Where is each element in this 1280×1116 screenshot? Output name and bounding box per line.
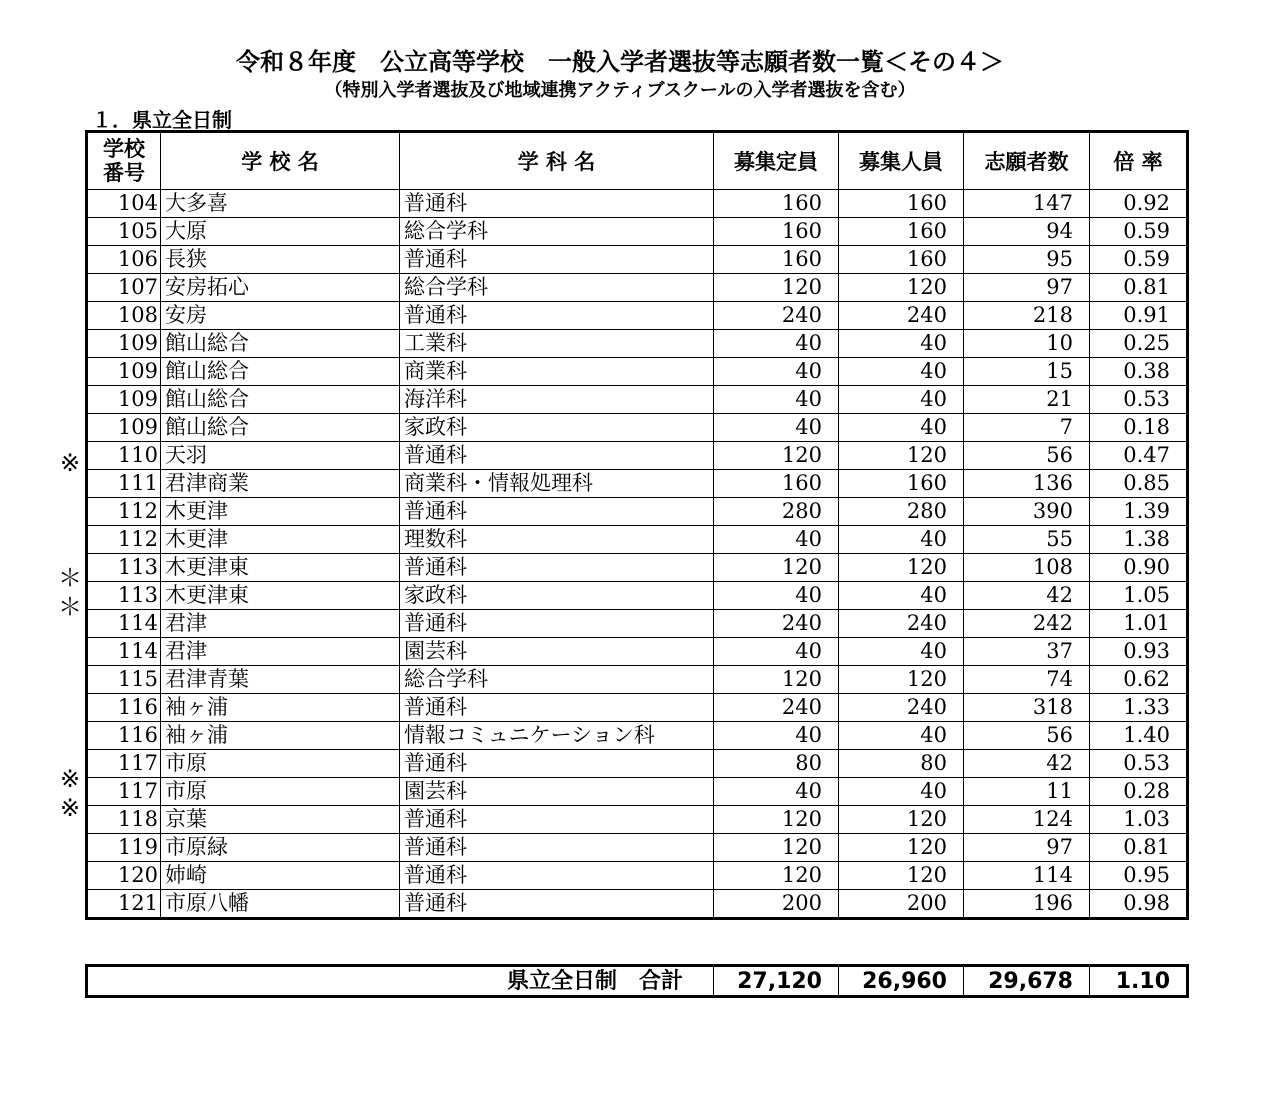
course-name-cell: 理数科 <box>400 526 714 554</box>
table-row <box>87 414 1188 442</box>
school-no-cell: 121 <box>87 890 161 919</box>
table-row <box>87 862 1188 890</box>
course-name-cell: 海洋科 <box>400 386 714 414</box>
course-name-cell: 商業科 <box>400 358 714 386</box>
table-row <box>87 274 1188 302</box>
table-row <box>87 582 1188 610</box>
ratio-cell: 0.18 <box>1090 414 1188 442</box>
table-body <box>87 190 1188 919</box>
school-name-cell: 袖ヶ浦 <box>161 722 400 750</box>
capacity-cell: 40 <box>714 386 839 414</box>
course-name-cell: 園芸科 <box>400 638 714 666</box>
applicants-cell: 42 <box>964 582 1090 610</box>
applicants-cell: 56 <box>964 722 1090 750</box>
school-name-cell: 長狭 <box>161 246 400 274</box>
school-name-cell: 館山総合 <box>161 386 400 414</box>
course-name-cell: 普通科 <box>400 498 714 526</box>
table-row <box>87 638 1188 666</box>
school-no-cell: 115 <box>87 666 161 694</box>
ratio-cell: 0.81 <box>1090 834 1188 862</box>
row-note-mark: ※ <box>59 765 81 793</box>
school-no-cell: 109 <box>87 386 161 414</box>
recruit-cell: 240 <box>839 694 964 722</box>
total-table <box>85 964 1189 998</box>
school-name-cell: 木更津東 <box>161 582 400 610</box>
header-school-no-line1: 学校 <box>103 137 145 161</box>
recruit-cell: 40 <box>839 330 964 358</box>
school-no-cell: 109 <box>87 330 161 358</box>
ratio-cell: 0.90 <box>1090 554 1188 582</box>
table-row <box>87 358 1188 386</box>
school-no-cell: 114 <box>87 638 161 666</box>
school-name-cell: 君津商業 <box>161 470 400 498</box>
school-no-cell: 118 <box>87 806 161 834</box>
ratio-cell: 0.47 <box>1090 442 1188 470</box>
recruit-cell: 40 <box>839 414 964 442</box>
table-row <box>87 666 1188 694</box>
header-course-name: 学 科 名 <box>400 132 714 190</box>
capacity-cell: 40 <box>714 358 839 386</box>
school-no-cell: 112 <box>87 526 161 554</box>
recruit-cell: 280 <box>839 498 964 526</box>
applicants-cell: 196 <box>964 890 1090 919</box>
school-name-cell: 大多喜 <box>161 190 400 218</box>
total-recruit: 26,960 <box>839 966 964 997</box>
school-name-cell: 市原 <box>161 750 400 778</box>
applicants-cell: 124 <box>964 806 1090 834</box>
header-school-no-line2: 番号 <box>103 161 145 185</box>
document-title: 令和８年度 公立高等学校 一般入学者選抜等志願者数一覧＜その４＞ <box>236 48 1004 76</box>
recruit-cell: 120 <box>839 274 964 302</box>
capacity-cell: 240 <box>714 694 839 722</box>
table-row <box>87 834 1188 862</box>
capacity-cell: 40 <box>714 582 839 610</box>
capacity-cell: 240 <box>714 610 839 638</box>
recruit-cell: 120 <box>839 442 964 470</box>
school-name-cell: 君津 <box>161 610 400 638</box>
capacity-cell: 120 <box>714 554 839 582</box>
capacity-cell: 40 <box>714 414 839 442</box>
ratio-cell: 0.98 <box>1090 890 1188 919</box>
course-name-cell: 普通科 <box>400 302 714 330</box>
school-name-cell: 木更津東 <box>161 554 400 582</box>
table-row <box>87 610 1188 638</box>
applicants-cell: 74 <box>964 666 1090 694</box>
ratio-cell: 0.38 <box>1090 358 1188 386</box>
table-row <box>87 778 1188 806</box>
school-no-cell: 113 <box>87 554 161 582</box>
applicants-cell: 56 <box>964 442 1090 470</box>
ratio-cell: 0.93 <box>1090 638 1188 666</box>
applicants-cell: 10 <box>964 330 1090 358</box>
ratio-cell: 1.01 <box>1090 610 1188 638</box>
recruit-cell: 200 <box>839 890 964 919</box>
applicants-cell: 55 <box>964 526 1090 554</box>
school-no-cell: 104 <box>87 190 161 218</box>
course-name-cell: 普通科 <box>400 694 714 722</box>
capacity-cell: 120 <box>714 274 839 302</box>
course-name-cell: 普通科 <box>400 442 714 470</box>
ratio-cell: 1.05 <box>1090 582 1188 610</box>
row-note-mark: ※ <box>59 793 81 822</box>
capacity-cell: 160 <box>714 470 839 498</box>
table-row <box>87 554 1188 582</box>
total-ratio: 1.10 <box>1090 966 1188 997</box>
school-no-cell: 116 <box>87 694 161 722</box>
school-name-cell: 市原八幡 <box>161 890 400 919</box>
table-row <box>87 722 1188 750</box>
school-name-cell: 木更津 <box>161 526 400 554</box>
recruit-cell: 160 <box>839 470 964 498</box>
capacity-cell: 40 <box>714 638 839 666</box>
header-recruit: 募集人員 <box>839 132 964 190</box>
ratio-cell: 1.03 <box>1090 806 1188 834</box>
course-name-cell: 普通科 <box>400 834 714 862</box>
header-ratio: 倍 率 <box>1090 132 1188 190</box>
capacity-cell: 120 <box>714 666 839 694</box>
school-no-cell: 116 <box>87 722 161 750</box>
ratio-cell: 0.59 <box>1090 246 1188 274</box>
course-name-cell: 普通科 <box>400 610 714 638</box>
capacity-cell: 160 <box>714 246 839 274</box>
school-name-cell: 館山総合 <box>161 414 400 442</box>
school-name-cell: 天羽 <box>161 442 400 470</box>
school-name-cell: 袖ヶ浦 <box>161 694 400 722</box>
school-no-cell: 117 <box>87 750 161 778</box>
school-name-cell: 市原 <box>161 778 400 806</box>
capacity-cell: 160 <box>714 218 839 246</box>
table-row <box>87 750 1188 778</box>
applicants-cell: 136 <box>964 470 1090 498</box>
school-no-cell: 119 <box>87 834 161 862</box>
capacity-cell: 160 <box>714 190 839 218</box>
school-no-cell: 109 <box>87 414 161 442</box>
recruit-cell: 160 <box>839 218 964 246</box>
school-no-cell: 108 <box>87 302 161 330</box>
recruit-cell: 120 <box>839 666 964 694</box>
ratio-cell: 0.59 <box>1090 218 1188 246</box>
school-no-cell: 110 <box>87 442 161 470</box>
ratio-cell: 0.81 <box>1090 274 1188 302</box>
capacity-cell: 120 <box>714 834 839 862</box>
ratio-cell: 0.53 <box>1090 386 1188 414</box>
recruit-cell: 40 <box>839 778 964 806</box>
school-no-cell: 111 <box>87 470 161 498</box>
capacity-cell: 80 <box>714 750 839 778</box>
table-row <box>87 190 1188 218</box>
course-name-cell: 家政科 <box>400 582 714 610</box>
applicants-cell: 42 <box>964 750 1090 778</box>
capacity-cell: 40 <box>714 330 839 358</box>
table-row <box>87 470 1188 498</box>
recruit-cell: 240 <box>839 610 964 638</box>
row-note-mark: ＊ <box>58 592 82 621</box>
school-no-cell: 109 <box>87 358 161 386</box>
course-name-cell: 家政科 <box>400 414 714 442</box>
applicants-cell: 242 <box>964 610 1090 638</box>
applicants-cell: 95 <box>964 246 1090 274</box>
course-name-cell: 普通科 <box>400 246 714 274</box>
ratio-cell: 0.85 <box>1090 470 1188 498</box>
school-no-cell: 114 <box>87 610 161 638</box>
school-name-cell: 木更津 <box>161 498 400 526</box>
ratio-cell: 0.62 <box>1090 666 1188 694</box>
school-no-cell: 105 <box>87 218 161 246</box>
recruit-cell: 40 <box>839 386 964 414</box>
school-name-cell: 姉崎 <box>161 862 400 890</box>
capacity-cell: 40 <box>714 722 839 750</box>
table-row <box>87 218 1188 246</box>
school-no-cell: 112 <box>87 498 161 526</box>
recruit-cell: 240 <box>839 302 964 330</box>
applicants-cell: 108 <box>964 554 1090 582</box>
applicants-cell: 21 <box>964 386 1090 414</box>
header-school-no <box>87 132 161 190</box>
header-school-name: 学 校 名 <box>161 132 400 190</box>
ratio-cell: 1.33 <box>1090 694 1188 722</box>
ratio-cell: 0.95 <box>1090 862 1188 890</box>
school-no-cell: 120 <box>87 862 161 890</box>
school-name-cell: 安房拓心 <box>161 274 400 302</box>
applicants-cell: 37 <box>964 638 1090 666</box>
course-name-cell: 普通科 <box>400 554 714 582</box>
capacity-cell: 40 <box>714 526 839 554</box>
school-name-cell: 安房 <box>161 302 400 330</box>
course-name-cell: 園芸科 <box>400 778 714 806</box>
total-capacity: 27,120 <box>714 966 839 997</box>
school-no-cell: 117 <box>87 778 161 806</box>
school-name-cell: 大原 <box>161 218 400 246</box>
applicants-cell: 218 <box>964 302 1090 330</box>
applicants-cell: 318 <box>964 694 1090 722</box>
recruit-cell: 40 <box>839 638 964 666</box>
school-no-cell: 106 <box>87 246 161 274</box>
applicants-cell: 390 <box>964 498 1090 526</box>
applicants-cell: 97 <box>964 274 1090 302</box>
applicants-cell: 114 <box>964 862 1090 890</box>
school-name-cell: 館山総合 <box>161 330 400 358</box>
applicants-cell: 7 <box>964 414 1090 442</box>
recruit-cell: 160 <box>839 190 964 218</box>
course-name-cell: 工業科 <box>400 330 714 358</box>
section-heading: １．県立全日制 <box>92 108 232 132</box>
applicants-table <box>85 130 1189 920</box>
table-row <box>87 386 1188 414</box>
school-no-cell: 107 <box>87 274 161 302</box>
recruit-cell: 120 <box>839 806 964 834</box>
applicants-cell: 94 <box>964 218 1090 246</box>
course-name-cell: 総合学科 <box>400 666 714 694</box>
table-row <box>87 890 1188 919</box>
applicants-cell: 147 <box>964 190 1090 218</box>
header-capacity: 募集定員 <box>714 132 839 190</box>
ratio-cell: 1.39 <box>1090 498 1188 526</box>
applicants-cell: 15 <box>964 358 1090 386</box>
total-label: 県立全日制 合計 <box>87 966 714 997</box>
ratio-cell: 1.38 <box>1090 526 1188 554</box>
ratio-cell: 0.25 <box>1090 330 1188 358</box>
document-subtitle: （特別入学者選抜及び地域連携アクティブスクールの入学者選抜を含む） <box>324 80 916 101</box>
ratio-cell: 0.91 <box>1090 302 1188 330</box>
school-name-cell: 市原緑 <box>161 834 400 862</box>
total-applicants: 29,678 <box>964 966 1090 997</box>
recruit-cell: 160 <box>839 246 964 274</box>
table-row <box>87 330 1188 358</box>
school-name-cell: 館山総合 <box>161 358 400 386</box>
course-name-cell: 普通科 <box>400 750 714 778</box>
capacity-cell: 120 <box>714 806 839 834</box>
school-name-cell: 君津青葉 <box>161 666 400 694</box>
table-row <box>87 302 1188 330</box>
header-applicants: 志願者数 <box>964 132 1090 190</box>
recruit-cell: 80 <box>839 750 964 778</box>
course-name-cell: 情報コミュニケーション科 <box>400 722 714 750</box>
recruit-cell: 40 <box>839 722 964 750</box>
capacity-cell: 240 <box>714 302 839 330</box>
school-name-cell: 京葉 <box>161 806 400 834</box>
course-name-cell: 普通科 <box>400 862 714 890</box>
capacity-cell: 120 <box>714 442 839 470</box>
capacity-cell: 120 <box>714 862 839 890</box>
capacity-cell: 200 <box>714 890 839 919</box>
row-note-mark: ※ <box>59 448 81 477</box>
table-row <box>87 442 1188 470</box>
recruit-cell: 40 <box>839 582 964 610</box>
course-name-cell: 普通科 <box>400 806 714 834</box>
recruit-cell: 120 <box>839 862 964 890</box>
ratio-cell: 0.28 <box>1090 778 1188 806</box>
table-row <box>87 246 1188 274</box>
table-row <box>87 694 1188 722</box>
school-no-cell: 113 <box>87 582 161 610</box>
table-row <box>87 806 1188 834</box>
course-name-cell: 総合学科 <box>400 218 714 246</box>
ratio-cell: 0.92 <box>1090 190 1188 218</box>
ratio-cell: 1.40 <box>1090 722 1188 750</box>
table-row <box>87 498 1188 526</box>
school-name-cell: 君津 <box>161 638 400 666</box>
course-name-cell: 普通科 <box>400 890 714 919</box>
row-note-mark: ＊ <box>58 563 82 592</box>
table-header-row <box>87 132 1188 190</box>
total-row <box>87 966 1188 997</box>
applicants-cell: 11 <box>964 778 1090 806</box>
capacity-cell: 40 <box>714 778 839 806</box>
course-name-cell: 商業科・情報処理科 <box>400 470 714 498</box>
recruit-cell: 120 <box>839 834 964 862</box>
applicants-cell: 97 <box>964 834 1090 862</box>
recruit-cell: 120 <box>839 554 964 582</box>
capacity-cell: 280 <box>714 498 839 526</box>
ratio-cell: 0.53 <box>1090 750 1188 778</box>
recruit-cell: 40 <box>839 358 964 386</box>
course-name-cell: 総合学科 <box>400 274 714 302</box>
course-name-cell: 普通科 <box>400 190 714 218</box>
recruit-cell: 40 <box>839 526 964 554</box>
table-row <box>87 526 1188 554</box>
